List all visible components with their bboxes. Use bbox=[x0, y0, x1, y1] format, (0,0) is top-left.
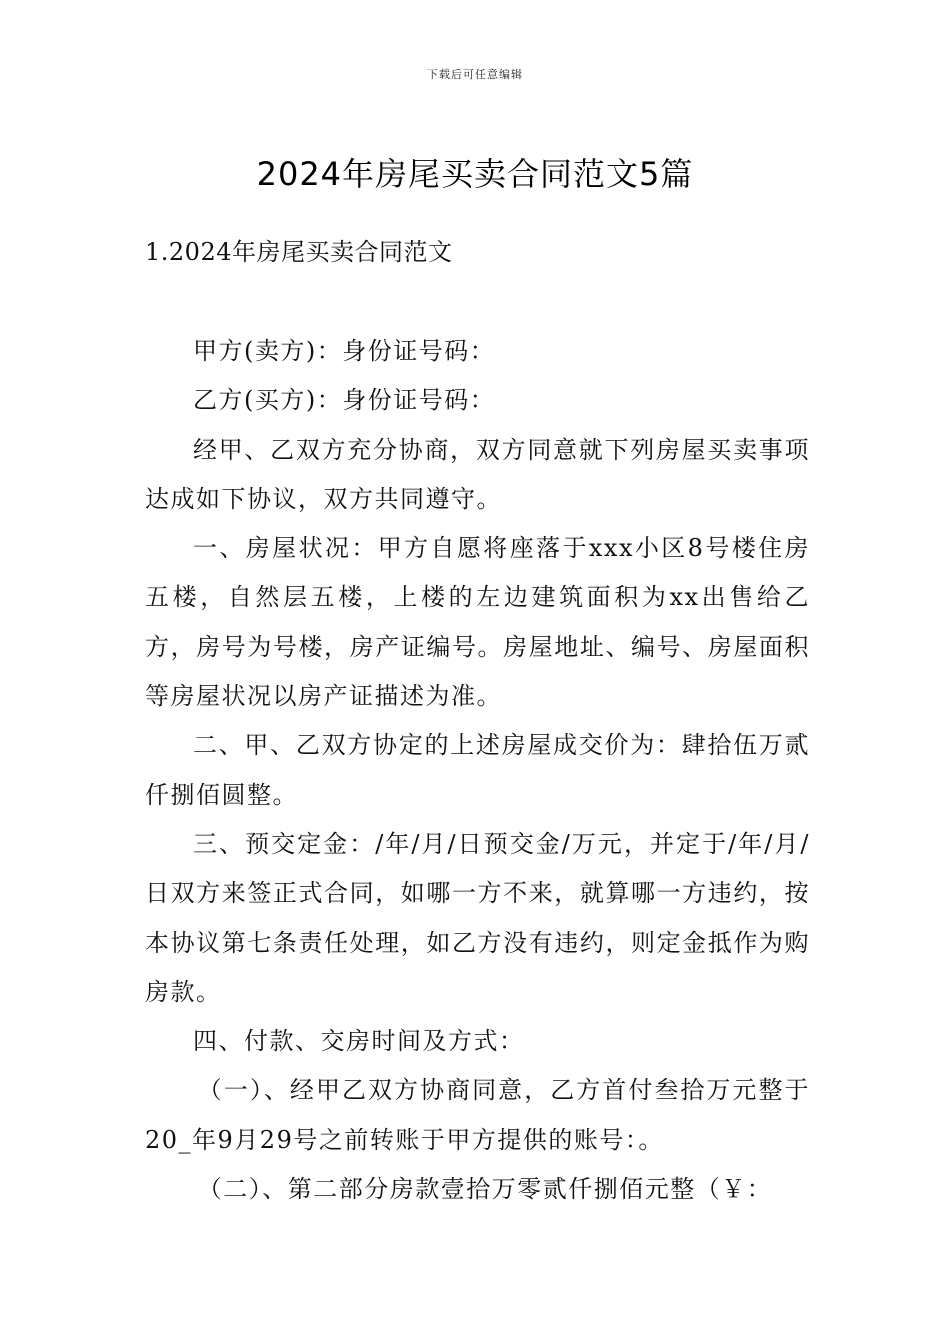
clause-deposit: 三、预交定金：/年/月/日预交金/万元，并定于/年/月/日双方来签正式合同，如哪一方不来，就算哪一方违约，按本协议第七条责任处理，如乙方没有违约，则定金抵作为购房款。 bbox=[145, 829, 810, 1006]
document-title: 2024年房尾买卖合同范文5篇 bbox=[256, 155, 694, 194]
buyer-line: 乙方(买方)：身份证号码： bbox=[193, 386, 496, 415]
seller-line: 甲方(卖方)：身份证号码： bbox=[193, 337, 496, 365]
header-note: 下载后可任意编辑 bbox=[427, 68, 523, 81]
payment-item-2: （二）、第二部分房款壹拾万零贰仟捌佰元整（￥： bbox=[197, 1175, 773, 1204]
clause-price: 二、甲、乙双方协定的上述房屋成交价为：肆拾伍万贰仟捌佰圆整。 bbox=[145, 731, 810, 809]
section-heading: 1.2024年房尾买卖合同范文 bbox=[145, 238, 453, 266]
contract-body bbox=[145, 327, 810, 1214]
agreement-intro-paragraph: 经甲、乙双方充分协商，双方同意就下列房屋买卖事项达成如下协议，双方共同遵守。 bbox=[145, 435, 810, 513]
payment-item-1: （一）、经甲乙双方协商同意，乙方首付叁拾万元整于20_年9月29号之前转账于甲方提供的账号：。 bbox=[145, 1076, 810, 1154]
clause-house-status: 一、房屋状况：甲方自愿将座落于xxx小区8号楼住房五楼，自然层五楼，上楼的左边建筑面积为xx出售给乙方，房号为号楼，房产证编号。房屋地址、编号、房屋面积等房屋状况以房产证描述为准。 bbox=[145, 534, 810, 711]
clause-payment-heading: 四、付款、交房时间及方式： bbox=[193, 1027, 525, 1056]
